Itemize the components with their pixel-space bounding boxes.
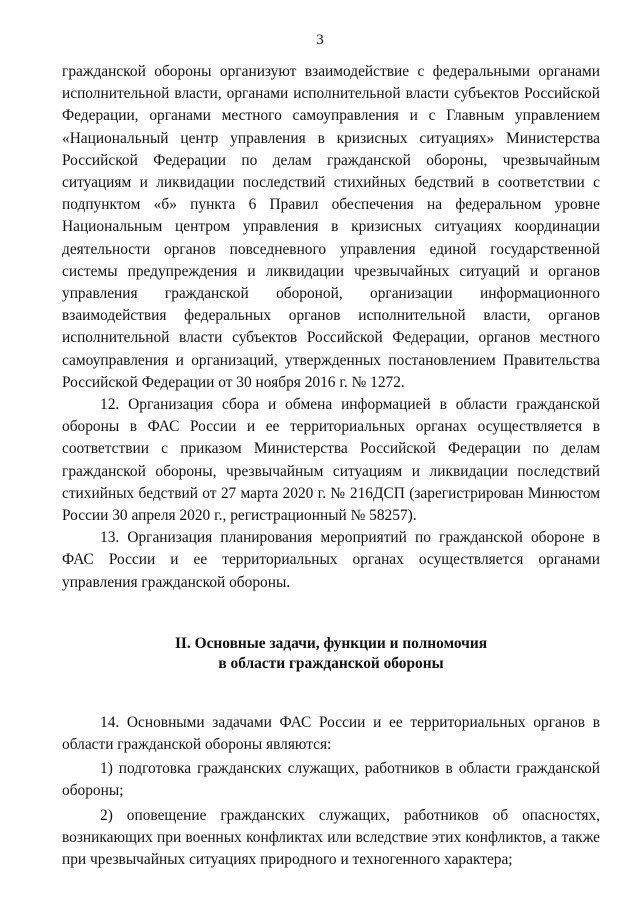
document-body <box>62 61 600 871</box>
page-number: 3 <box>316 32 324 48</box>
paragraph-continued: гражданской обороны организуют взаимодействие с федеральными органами исполнительной власти, органами исполнительной власти субъектов Российской Федерации, органами местного самоуправления и с Главным управлением «Национальный центр управления в кризисных ситуациях» Министерства Российской Федерации по делам гражданской обороны, чрезвычайным ситуациям и ликвидации последствий стихийных бедствий в соответствии с подпунктом «б» пункта 6 Правил обеспечения на федеральном уровне Национальным центром управления в кризисных ситуациях координации деятельности органов повседневного управления единой государственной системы предупреждения и ликвидации чрезвычайных ситуаций и органов управления гражданской обороной, организации информационного взаимодействия федеральных органов исполнительной власти, органов исполнительной власти субъектов Российской Федерации, органов местного самоуправления и организаций, утвержденных постановлением Правительства Российской Федерации от 30 ноября 2016 г. № 1272. <box>62 63 600 391</box>
paragraph-14: 14. Основными задачами ФАС России и ее территориальных органов в области гражданской обороны являются: <box>62 713 600 754</box>
section-heading-line-2: в области гражданской обороны <box>218 654 444 672</box>
list-item-2: 2) оповещение гражданских служащих, работников об опасностях, возникающих при военных конфликтах или вследствие этих конфликтов, а также при чрезвычайных ситуациях природного и техногенного характера; <box>62 806 600 869</box>
section-heading <box>62 634 600 674</box>
list-item-1: 1) подготовка гражданских служащих, работников в области гражданской обороны; <box>62 760 600 800</box>
paragraph-13: 13. Организация планирования мероприятий по гражданской обороне в ФАС России и ее территориальных органах осуществляется органами управления гражданской обороны. <box>62 529 600 591</box>
paragraph-12: 12. Организация сбора и обмена информацией в области гражданской обороны в ФАС России и ее территориальных органах осуществляется в соответствии с приказом Министерства Российской Федерации по делам гражданской обороны, чрезвычайным ситуациям и ликвидации последствий стихийных бедствий от 27 марта 2020 г. № 216ДСП (зарегистрирован Минюстом России 30 апреля 2020 г., регистрационный № 58257). <box>62 396 600 525</box>
section-heading-line-1: II. Основные задачи, функции и полномочия <box>174 634 488 652</box>
